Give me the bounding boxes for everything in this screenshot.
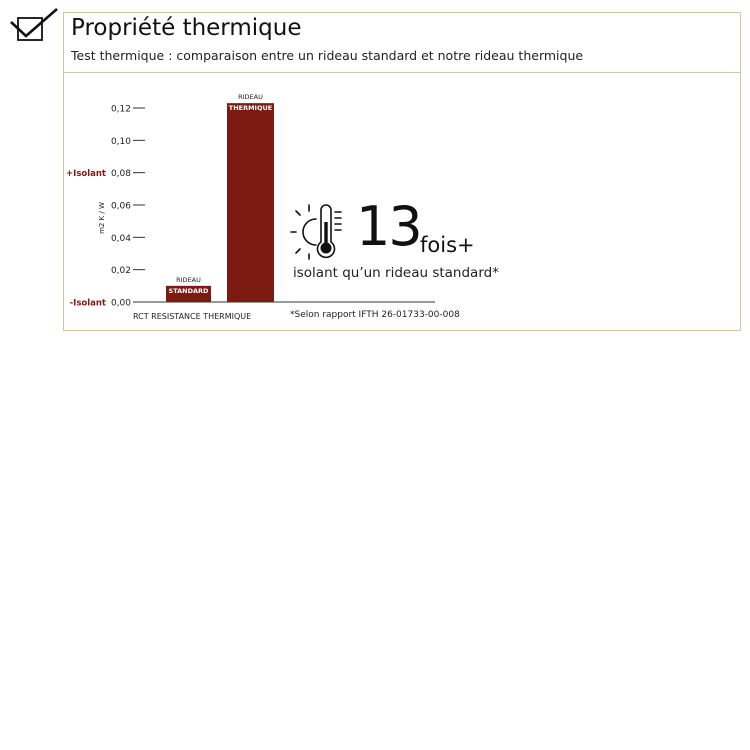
y-tick-label: 0,12	[110, 104, 131, 115]
panel-header	[64, 13, 740, 73]
y-annotation-bottom: -Isolant	[69, 298, 106, 309]
y-tick-label: 0,06	[110, 201, 131, 212]
y-tick-label: 0,02	[110, 266, 131, 277]
bar-prefix-label: RIDEAU	[176, 275, 201, 284]
bar-prefix-label: RIDEAU	[238, 93, 263, 102]
x-axis-label: RCT RESISTANCE THERMIQUE	[133, 312, 252, 321]
bar-category-label: STANDARD	[168, 286, 209, 295]
highlight-number: 13	[356, 195, 421, 258]
y-tick-label: 0,00	[110, 298, 131, 309]
y-annotation-top: +Isolant	[66, 169, 106, 180]
highlight-text: isolant qu’un rideau standard*	[293, 265, 499, 281]
y-tick-label: 0,10	[110, 136, 131, 147]
y-axis-label: m2 K / W	[98, 202, 106, 234]
y-tick-label: 0,08	[110, 169, 131, 180]
page-title: Propriété thermique	[71, 15, 302, 41]
highlight-suffix: fois+	[420, 233, 475, 257]
page-subtitle: Test thermique : comparaison entre un rideau standard et notre rideau thermique	[71, 48, 584, 63]
checkbox-check-icon	[10, 8, 60, 46]
sun-thermometer-icon	[290, 202, 352, 262]
bar-category-label: THERMIQUE	[228, 104, 273, 113]
bar	[227, 103, 274, 302]
thermal-property-panel	[63, 12, 741, 331]
footnote: *Selon rapport IFTH 26-01733-00-008	[290, 310, 460, 320]
y-tick-label: 0,04	[110, 233, 131, 244]
